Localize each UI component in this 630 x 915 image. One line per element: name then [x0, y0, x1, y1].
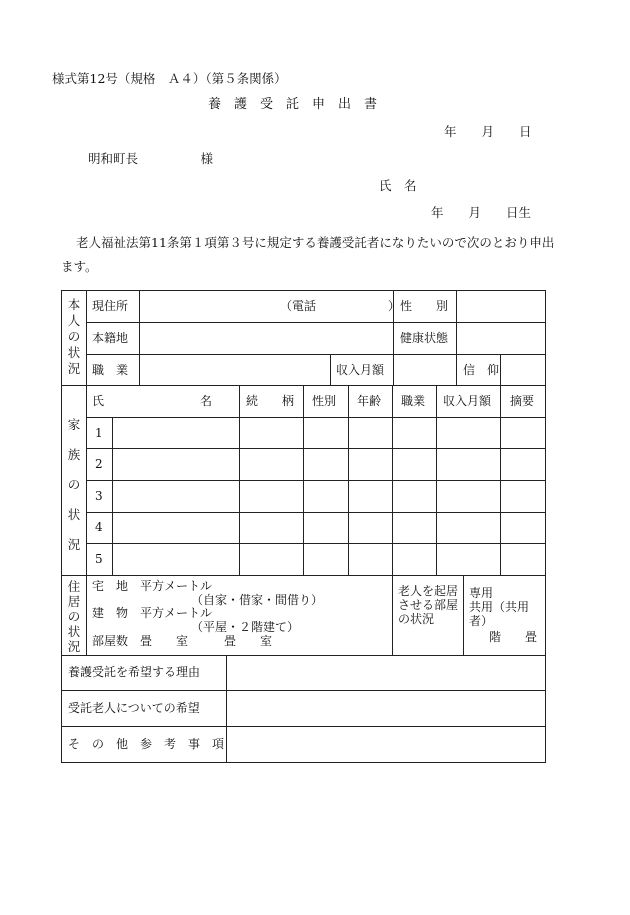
family-col-income: 収入月額: [443, 394, 492, 408]
birth-date-line: 年 月 日生: [431, 205, 532, 220]
family-row-number: 2: [95, 457, 103, 471]
health-label: 健康状態: [400, 331, 449, 345]
phone-label: （電話 ）: [280, 299, 401, 313]
date-line: 年 月 日: [444, 124, 532, 139]
domicile-label: 本籍地: [92, 331, 129, 345]
applicant-name-label: 氏 名: [379, 178, 417, 193]
family-col-relation: 続 柄: [246, 394, 295, 408]
family-col-gender: 性別: [312, 394, 337, 408]
elder-room-label: 老人を起居させる部屋の状況: [398, 584, 459, 626]
statement-line-1: 老人福祉法第11条第１項第３号に規定する養護受託者になりたいので次のとおり申出: [76, 235, 555, 250]
family-col-name: 氏 名: [92, 394, 213, 408]
other-notes-label: そ の 他 参 考 事 項: [68, 737, 225, 751]
religion-label: 信 仰: [463, 363, 500, 377]
storey-options: （平屋・２階建て）: [191, 620, 300, 634]
document-title: 養 護 受 託 申 出 書: [208, 97, 378, 112]
hope-label: 受託老人についての希望: [68, 701, 200, 715]
family-col-remarks: 摘要: [510, 394, 535, 408]
room-shared-option: 共用（共用者）: [469, 600, 530, 628]
occupation-label: 職 業: [92, 363, 129, 377]
family-row-number: 3: [95, 489, 103, 503]
housing-section-heading: 住居の状況: [67, 579, 81, 654]
income-label: 収入月額: [336, 363, 385, 377]
family-section-heading: 家族の状況: [67, 417, 81, 552]
room-count-line: 部屋数 畳 室 畳 室: [92, 634, 273, 648]
gender-label: 性 別: [400, 299, 449, 313]
family-col-age: 年齢: [357, 394, 382, 408]
land-area-line: 宅 地 平方メートル: [92, 579, 213, 593]
self-section-heading: 本人の状況: [67, 297, 81, 376]
address-label: 現住所: [92, 299, 129, 313]
ownership-options: （自家・借家・間借り）: [191, 593, 324, 607]
form-number: 様式第12号（規格 Ａ４）（第５条関係）: [52, 71, 287, 86]
building-area-line: 建 物 平方メートル: [92, 606, 213, 620]
addressee: 明和町長 様: [88, 151, 214, 166]
statement-line-2: ます。: [61, 259, 98, 274]
family-row-number: 4: [95, 520, 103, 534]
floor-tatami-line: 階 畳: [489, 630, 538, 644]
family-row-number: 1: [95, 426, 103, 440]
room-exclusive-option: 専用: [469, 586, 494, 600]
reason-label: 養護受託を希望する理由: [68, 665, 201, 679]
family-col-occupation: 職業: [401, 394, 426, 408]
family-row-number: 5: [95, 552, 103, 566]
